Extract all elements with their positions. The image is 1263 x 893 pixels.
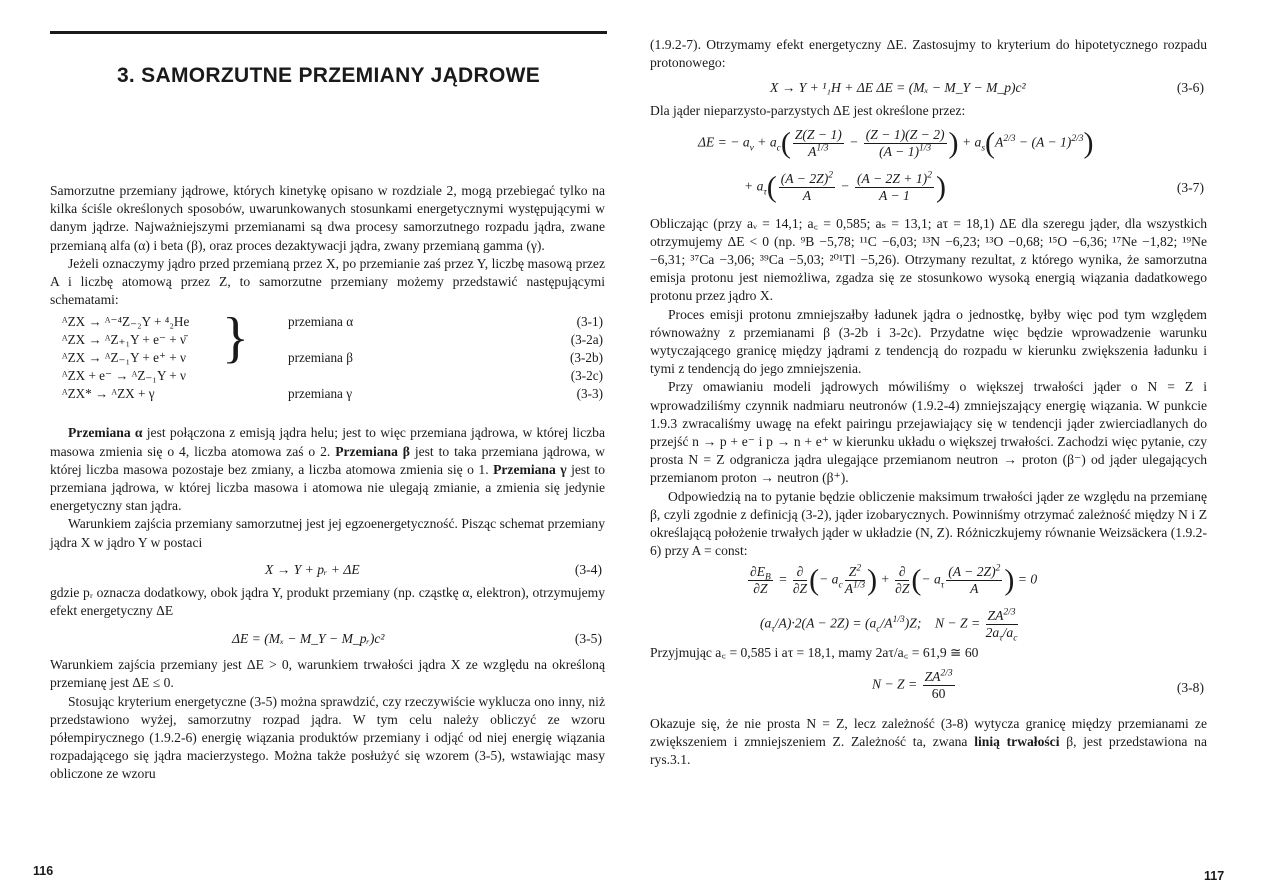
equation-body: X → Y + ¹₁H + ΔE ΔE = (Mₓ − M_Y − M_p)c² (770, 80, 1026, 96)
equation-number: (3-6) (1176, 80, 1204, 96)
equation-3-8 (650, 665, 1207, 711)
equation-number: (3-2b) (570, 350, 603, 366)
paragraph-text: Okazuje się, że nie prosta N = Z, lecz zależność (3-8) wytycza granicę między przemianami ze zwiększeniem i zmniejszeniem Z. Zależność ta, zwana (650, 715, 1207, 749)
page-number: 117 (1204, 869, 1225, 883)
notation-paragraph: Jeżeli oznaczymy jądro przed przemianą przez X, po przemianie zaś przez Y, liczbę masową przez A i liczbę atomową przez Z, to samorzutne przemiany możemy przedstawić następującymi schematami: (50, 255, 605, 308)
paragraph-text: jest to taka przemiana jądrowa, w której liczba masowa pozostaje bez zmiany, a liczba atomowa zmienia się o 1. (50, 443, 605, 477)
continuation-paragraph: (1.9.2-7). Otrzymamy efekt energetyczny ΔE. Zastosujmy to kryterium do hipotetycznego rozpadu protonowego: (650, 37, 1207, 71)
equation-number: (3-7) (1176, 179, 1204, 195)
stability-line-paragraph (650, 715, 1207, 770)
scheme-row (50, 367, 605, 385)
proton-emission-paragraph: Proces emisji protonu zmniejszałby ładunek jądra o jednostkę, byłby więc pod tym względem równoważny z przemianami β (3-2b i 3-2c). Przydatne więc będzie wprowadzenie warunku wytyczającego granicę między jądrami z tendencją do rozpadu w kierunku zwiększenia ładunku i tymi z tendencją do jego zmniejszenia. (650, 306, 1207, 377)
derivative-result-line: $(a_\tau/A)\cdot 2(A - 2Z) = (a_c/A^{1/3})Z$; N − Z = $\frac{ZA^{2/3}}{2a_\tau/a_c}$ (760, 607, 1018, 645)
scheme-row (50, 331, 605, 349)
scheme-row (50, 349, 605, 367)
equation-3-5 (50, 626, 605, 656)
equation-3-6 (650, 76, 1207, 102)
equation-number: (3-8) (1176, 679, 1204, 695)
paragraph-text: β, jest przedstawiona na rys.3.1. (650, 733, 1207, 768)
constants-paragraph: Przyjmując a꜀ = 0,585 i aτ = 18,1, mamy 2aτ/a꜀ = 61,9 ≅ 60 (650, 645, 979, 661)
scheme-label: przemiana γ (288, 386, 353, 402)
scheme-label: przemiana α (288, 314, 354, 330)
equation-number: (3-3) (576, 386, 603, 402)
equation-body: N − Z = $\frac{ZA^{2/3}}{60}$ (872, 668, 953, 701)
criterion-paragraph: Stosując kryterium energetyczne (3-5) można sprawdzić, czy rzeczywiście wyklucza ono inny, niż przedstawiono wyżej, samorzutny rozpad jądra. W tym celu należy obliczyć ze wzoru półempirycznego (1.9.2-6) energię wiązania produktów przemiany i odjąć od niej energię wiązania rozpadającego się jądra macierzystego. Można także posłużyć się wzorem (3-5), wstawiając masy obliczone ze wzoru (50, 693, 605, 782)
models-paragraph: Przy omawianiu modeli jądrowych mówiliśmy o większej trwałości jąder o N = Z i wprowadziliśmy czynnik nadmiaru neutronów (1.9.2-4) zmniejszający energię wiązania. W punkcie 1.9.3 zwracaliśmy uwagę na efekt pairingu przejawiający się w tendencji jąder zwierciadlanych do przejść n → p + e⁻ i p → n + e⁺ w kierunku układu o większej trwałości. Zachodzi więc pytanie, czy prosta N = Z odgranicza jądra ulegające przemianom neutron → proton (β⁻) od jąder ulegających przemianom proton → neutron (β⁺). (650, 379, 1207, 486)
equation-line-1: ΔE = − $a_v + a_c$( $\frac{Z(Z - 1)}{A^{1/3}}$ − $\frac{(Z - 1)(Z - 2)}{(A - 1)^{1/3}}$ ) + $a_s(A^{2/3} - (A - 1)^{2/3})$ (698, 126, 1094, 160)
chapter-title: 3. SAMORZUTNE PRZEMIANY JĄDROWE (116, 64, 541, 87)
equation-body: X → Y + pᵣ + ΔE (265, 561, 360, 577)
page-number: 116 (33, 864, 54, 878)
odd-even-paragraph: Dla jąder nieparzysto-parzystych ΔE jest określone przez: (650, 103, 966, 119)
weizsacker-derivative (650, 562, 1207, 644)
equation-line-2: + $a_\tau$( $\frac{(A - 2Z)^2}{A}$ − $\frac{(A - 2Z + 1)^2}{A - 1}$ ) (744, 170, 946, 204)
answer-paragraph: Odpowiedzią na to pytanie będzie obliczenie maksimum trwałości jąder ze względu na przemianę β, czyli zgodnie z definicją (3-2), jąder izobarycznych. Powinniśmy otrzymać zależność między N i Z określającą położenie trwałych jąder w układzie (N, Z). Różniczkujemy równanie Weizsäckera (1.9.2-6) przy A = const: (650, 488, 1207, 559)
term-stability-line: linią trwałości (974, 733, 1060, 749)
left-column (50, 182, 605, 784)
right-column (650, 36, 1207, 769)
paragraph-text: jest to przemiana jądrowa, w której liczba masowa i atomowa nie ulegają zmianie, a zmienia się jedynie energetyczny stan jądra. (50, 461, 606, 514)
scheme-formula: ᴬZX + e⁻ → ᴬZ₋₁Y + ν (62, 368, 186, 384)
scheme-formula: ᴬZX → ᴬZ₊₁Y + e⁻ + ν̄ (62, 332, 186, 348)
derivative-line: $\frac{\partial E_B}{\partial Z}$ = $\frac{\partial}{\partial Z}$ (− $a_c$ $\frac{Z^2}{A^{1/3}}$ ) + $\frac{\partial}{\partial Z}$ (− $a_\tau$ $\frac{(A - 2Z)^2}{A}$ ) = 0 (750, 563, 1038, 597)
chapter-rule (50, 31, 607, 34)
calculation-paragraph: Obliczając (przy aᵥ = 14,1; a꜀ = 0,585; aₛ = 13,1; aτ = 18,1) ΔE dla szeregu jąder, dla wszystkich otrzymujemy ΔE < 0 (np. ⁹B −5,78; ¹¹C −6,03; ¹³N −6,23; ¹³O −0,68; ¹⁵O −6,36; ¹⁷Ne −1,82; ¹⁹Ne −6,31; ³⁷Ca −3,06; ³⁹Ca −5,03; ²⁰¹Tl −5,26). Otrzymany rezultat, z którego wynika, że samorzutna emisja protonu jest niemożliwa, zgadza się ze stosunkowo wysoką energią wiązania dadatkowego protonu przez jądro X. (650, 215, 1207, 304)
equation-3-4 (50, 558, 605, 584)
intro-paragraph: Samorzutne przemiany jądrowe, których kinetykę opisano w rozdziale 2, mogą przebiegać tylko na kilka ściśle określonych sposobów, uwarunkowanych stosunkami energetycznymi występującymi w danym jądrze. Najważniejszymi przemianami są dwa procesy samorzutnego rozpadu jądra, zwane przemianą alfa (α) i beta (β), oraz proces dezaktywacji jądra, zwany przemianą gamma (γ). (50, 183, 605, 253)
scheme-formula: ᴬZX → ᴬZ₋₁Y + e⁺ + ν (62, 350, 186, 366)
term-beta: Przemiana β (335, 443, 410, 459)
product-paragraph: gdzie pᵣ oznacza dodatkowy, obok jądra Y, produkt przemiany (np. cząstkę α, elektron), otrzymujemy efekt energetyczny ΔE (50, 584, 605, 619)
term-alpha: Przemiana α (68, 425, 143, 441)
equation-number: (3-4) (574, 561, 602, 577)
decay-schemes (50, 307, 605, 422)
equation-3-7 (650, 123, 1207, 215)
scheme-label: przemiana β (288, 350, 353, 366)
scheme-row (50, 313, 605, 331)
condition-paragraph: Warunkiem zajścia przemiany samorzutnej jest jej egzoenergetyczność. Pisząc schemat przemiany jądra X w jądro Y w postaci (50, 516, 605, 550)
scheme-row (50, 385, 605, 403)
definitions-paragraph (50, 424, 605, 515)
term-gamma: Przemiana γ (493, 461, 567, 477)
beta-brace: } (222, 307, 249, 370)
paragraph-text: jest połączona z emisją jądra helu; jest to więc przemiana jądrowa, w której liczba masowa zmienia się o 4, liczba atomowa zaś o 2. (50, 425, 605, 459)
equation-body: ΔE = (Mₓ − M_Y − M_pᵣ)c² (232, 631, 385, 647)
equation-number: (3-2a) (570, 332, 603, 348)
equation-number: (3-1) (576, 314, 603, 330)
right-page (632, 0, 1263, 893)
scheme-formula: ᴬZX → ᴬ⁻⁴Z₋₂Y + ⁴₂He (62, 314, 190, 330)
equation-number: (3-2c) (570, 368, 603, 384)
scheme-formula: ᴬZX* → ᴬZX + γ (62, 386, 155, 402)
equation-number: (3-5) (574, 631, 602, 647)
stability-paragraph: Warunkiem zajścia przemiany jest ΔE > 0, warunkiem trwałości jądra X ze względu na określoną przemianę jest ΔE ≤ 0. (50, 657, 605, 691)
